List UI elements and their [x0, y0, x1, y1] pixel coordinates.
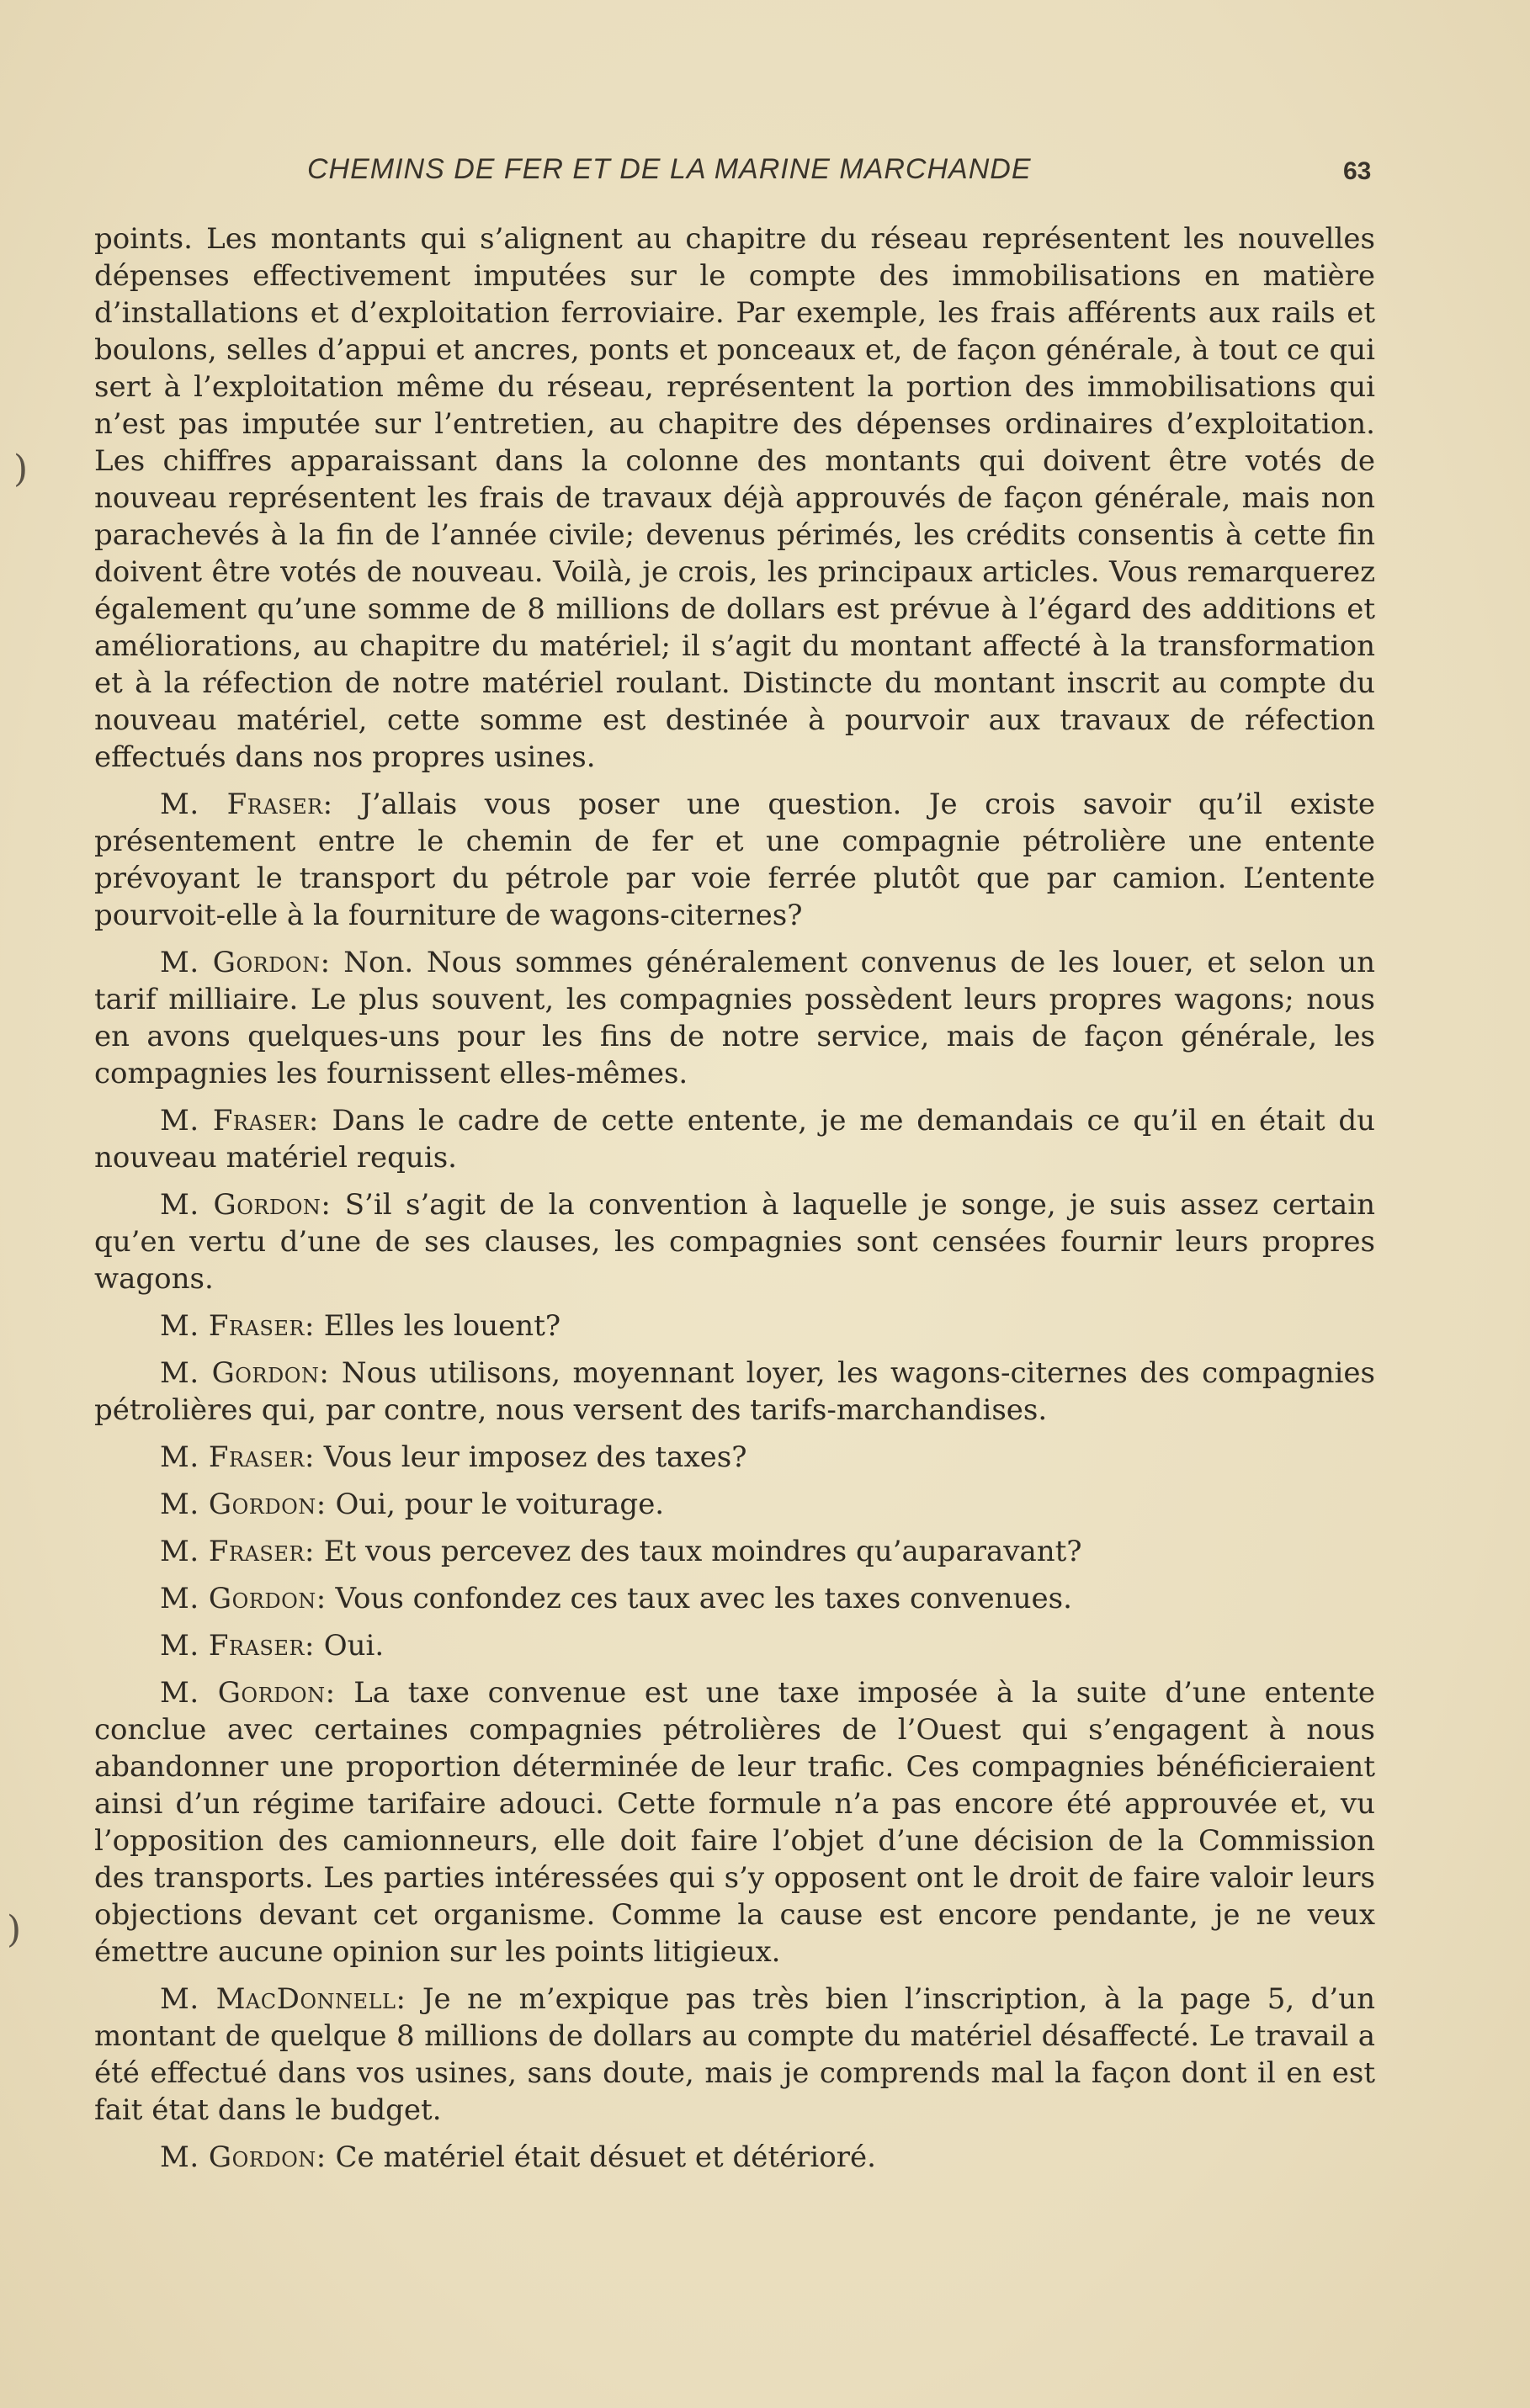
dialogue-paragraph	[94, 1355, 1375, 1429]
dialogue-paragraph	[94, 1486, 1375, 1523]
dialogue-paragraph	[94, 1186, 1375, 1297]
dialogue-text: Oui, pour le voiturage.	[335, 1488, 665, 1521]
dialogue-paragraph	[94, 1439, 1375, 1476]
paragraph-text: points. Les montants qui s’alignent au chapitre du réseau représentent les nouvelles dépenses effectivement imputées sur le compte des immobilisations en matière d’installations et d’exploitation ferroviaire. Par exemple, les frais afférents aux rails et boulons, selles d’appui et ancres, ponts et ponceaux et, de façon générale, à tout ce qui sert à l’exploitation même du réseau, représentent la portion des immobilisations qui n’est pas imputée sur l’entretien, au chapitre des dépenses ordinaires d’exploitation. Les chiffres apparaissant dans la colonne des montants qui doivent être votés de nouveau représentent les frais de travaux déjà approuvés de façon générale, mais non parachevés à la fin de l’année civile; devenus périmés, les crédits consentis à cette fin doivent être votés de nouveau. Voilà, je crois, les principaux articles. Vous remarquerez également qu’une somme de 8 millions de dollars est prévue à l’égard des additions et améliorations, au chapitre du matériel; il s’agit du montant affecté à la transformation et à la réfection de notre matériel roulant. Distincte du montant inscrit au compte du nouveau matériel, cette somme est destinée à pourvoir aux travaux de réfection effectués dans nos propres usines.	[94, 222, 1375, 774]
speaker-name: M. Gordon:	[160, 1582, 327, 1615]
speaker-name: M. Gordon:	[160, 1676, 336, 1710]
dialogue-text: Et vous percevez des taux moindres qu’auparavant?	[323, 1535, 1082, 1568]
speaker-name: M. Fraser:	[160, 1535, 315, 1568]
speaker-name: M. Fraser:	[160, 788, 333, 821]
dialogue-text: La taxe convenue est une taxe imposée à la suite d’une entente conclue avec certaines compagnies pétrolières de l’Ouest qui s’engagent à nous abandonner une proportion déterminée de leur trafic. Ces compagnies bénéficieraient ainsi d’un régime tarifaire adouci. Cette formule n’a pas encore été approuvée et, vu l’opposition des camionneurs, elle doit faire l’objet d’une décision de la Commission des transports. Les parties intéressées qui s’y opposent ont le droit de faire valoir leurs objections devant cet organisme. Comme la cause est encore pendante, je ne veux émettre aucune opinion sur les points litigieux.	[94, 1676, 1375, 1969]
speaker-name: M. Gordon:	[160, 1488, 327, 1521]
dialogue-text: Dans le cadre de cette entente, je me demandais ce qu’il en était du nouveau matériel requis.	[94, 1104, 1375, 1175]
speaker-name: M. Gordon:	[160, 1188, 332, 1222]
dialogue-text: Non. Nous sommes généralement convenus de les louer, et selon un tarif milliaire. Le plus souvent, les compagnies possèdent leurs propres wagons; nous en avons quelques-uns pour les fins de notre service, mais de façon générale, les compagnies les fournissent elles-mêmes.	[94, 946, 1375, 1090]
dialogue-paragraph	[94, 944, 1375, 1092]
speaker-name: M. Fraser:	[160, 1309, 315, 1343]
dialogue-paragraph	[94, 1102, 1375, 1176]
dialogue-text: Vous confondez ces taux avec les taxes convenues.	[335, 1582, 1072, 1615]
dialogue-text: J’allais vous poser une question. Je crois savoir qu’il existe présentement entre le chemin de fer et une compagnie pétrolière une entente prévoyant le transport du pétrole par voie ferrée plutôt que par camion. L’entente pourvoit-elle à la fourniture de wagons-citernes?	[94, 788, 1375, 932]
speaker-name: M. Gordon:	[160, 2140, 327, 2174]
speaker-name: M. Fraser:	[160, 1629, 315, 1663]
dialogue-paragraph	[94, 1674, 1375, 1970]
page-number: 63	[1343, 157, 1372, 185]
dialogue-text: Elles les louent?	[323, 1309, 561, 1343]
dialogue-text: S’il s’agit de la convention à laquelle je songe, je suis assez certain qu’en vertu d’une de ses clauses, les compagnies sont censées fournir leurs propres wagons.	[94, 1188, 1375, 1296]
dialogue-text: Ce matériel était désuet et détérioré.	[335, 2140, 876, 2174]
dialogue-paragraph	[94, 1533, 1375, 1570]
dialogue-paragraph	[94, 1981, 1375, 2129]
speaker-name: M. MacDonnell:	[160, 1982, 406, 2016]
dialogue-paragraph	[94, 1627, 1375, 1664]
dialogue-text: Nous utilisons, moyennant loyer, les wagons-citernes des compagnies pétrolières qui, par contre, nous versent des tarifs-marchandises.	[94, 1356, 1375, 1427]
paragraph	[94, 220, 1375, 776]
dialogue-paragraph	[94, 2139, 1375, 2176]
speaker-name: M. Fraser:	[160, 1440, 315, 1474]
dialogue-text: Je ne m’expique pas très bien l’inscription, à la page 5, d’un montant de quelque 8 millions de dollars au compte du matériel désaffecté. Le travail a été effectué dans vos usines, sans doute, mais je comprends mal la façon dont il en est fait état dans le budget.	[94, 1982, 1376, 2127]
running-title: CHEMINS DE FER ET DE LA MARINE MARCHANDE	[307, 153, 1032, 185]
speaker-name: M. Gordon:	[160, 1356, 330, 1390]
margin-bracket-mark: )	[7, 1908, 22, 1951]
speaker-name: M. Fraser:	[160, 1104, 319, 1138]
dialogue-paragraph	[94, 1580, 1375, 1617]
margin-bracket-mark: )	[13, 448, 29, 491]
dialogue-paragraph	[94, 786, 1375, 934]
body-text	[94, 220, 1375, 2186]
speaker-name: M. Gordon:	[160, 946, 331, 979]
dialogue-text: Vous leur imposez des taxes?	[323, 1440, 747, 1474]
dialogue-paragraph	[94, 1307, 1375, 1345]
running-header	[0, 153, 1530, 204]
dialogue-text: Oui.	[323, 1629, 385, 1663]
